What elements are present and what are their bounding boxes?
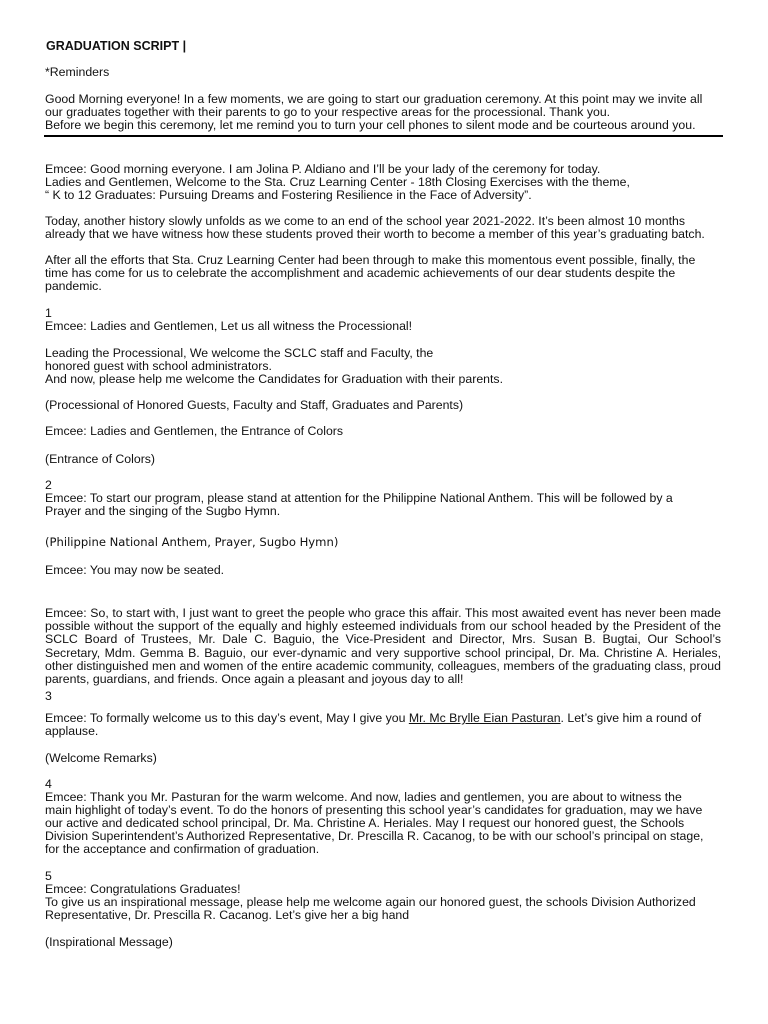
anthem-note: (Philippine National Anthem, Prayer, Sugbo Hymn)	[45, 535, 339, 549]
inspiration-line: Emcee: Congratulations Graduates!	[45, 882, 241, 896]
section-number: 4	[45, 777, 52, 791]
confirmation-line: for the acceptance and confirmation of graduation.	[45, 842, 320, 856]
leading-line: honored guest with school administrators.	[45, 359, 272, 373]
intro-line: “ K to 12 Graduates: Pursuing Dreams and Fostering Resilience in the Face of Adversity”.	[45, 188, 532, 202]
seated-line: Emcee: You may now be seated.	[45, 563, 225, 577]
history-line: Today, another history slowly unfolds as we come to an end of the school year 2021-2022. It’s been almost 10 months	[45, 214, 686, 228]
reminder-line: Before we begin this ceremony, let me remind you to turn your cell phones to silent mode and be courteous around you.	[45, 118, 696, 132]
anthem-line: Prayer and the singing of the Sugbo Hymn.	[45, 504, 281, 518]
leading-line: Leading the Processional, We welcome the SCLC staff and Faculty, the	[45, 346, 434, 360]
section-number: 5	[45, 869, 52, 883]
section-number: 2	[45, 478, 52, 492]
confirmation-line: our active and dedicated school principal, Dr. Ma. Christine A. Heriales. May I request our honored guest, the Schools	[45, 816, 685, 830]
welcome-prefix: Emcee: To formally welcome us to this day’s event, May I give you	[45, 711, 409, 725]
anthem-line: Emcee: To start our program, please stand at attention for the Philippine National Anthem. This will be followed by a	[45, 491, 673, 505]
inspiration-note: (Inspirational Message)	[45, 935, 173, 949]
reminders-label: *Reminders	[45, 65, 110, 79]
confirmation-line: Emcee: Thank you Mr. Pasturan for the warm welcome. And now, ladies and gentlemen, you are about to witness the	[45, 790, 682, 804]
inspiration-line: Representative, Dr. Prescilla R. Cacanog. Let’s give her a big hand	[45, 908, 410, 922]
efforts-line: pandemic.	[45, 279, 102, 293]
speaker-name: Mr. Mc Brylle Eian Pasturan	[408, 711, 561, 725]
greeting-paragraph: Emcee: So, to start with, I just want to greet the people who grace this affair. This most awaited event has never been made possible without the support of the equally and highly esteemed individuals from our school headed by the President of the SCLC Board of Trustees, Mr. Dale C. Baguio, the Vice-President and Director, Mrs. Susan B. Bugtai, Our School’s Secretary, Mdm. Gemma B. Baguio, our ever-dynamic and very supportive school principal, Dr. Ma. Christine A. Heriales, other distinguished men and women of the entire academic community, colleagues, members of the graduating class, proud parents, guardians, and friends. Once again a pleasant and joyous day to all!	[45, 606, 721, 687]
welcome-suffix: . Let’s give him a round of	[560, 711, 702, 725]
processional-line: Emcee: Ladies and Gentlemen, Let us all witness the Processional!	[45, 319, 413, 333]
section-number: 3	[45, 689, 52, 703]
section-number: 1	[45, 306, 52, 320]
welcome-note: (Welcome Remarks)	[45, 751, 157, 765]
reminder-line: our graduates together with their parents to go to your respective areas for the processional. Thank you.	[45, 105, 611, 119]
efforts-line: time has come for us to celebrate the accomplishment and academic achievements of our dear students despite the	[45, 266, 676, 280]
welcome-line	[45, 712, 720, 725]
inspiration-line: To give us an inspirational message, please help me welcome again our honored guest, the schools Division Authorized	[45, 895, 696, 909]
welcome-line-2: applause.	[45, 724, 99, 738]
confirmation-line: main highlight of today’s event. To do the honors of presenting this school year’s candidates for graduation, may we have	[45, 803, 703, 817]
confirmation-line: Division Superintendent’s Authorized Representative, Dr. Prescilla R. Cacanog, to be with our school’s principal on stage,	[45, 829, 704, 843]
horizontal-divider	[44, 135, 723, 137]
intro-line: Emcee: Good morning everyone. I am Jolina P. Aldiano and I’ll be your lady of the ceremony for today.	[45, 162, 601, 176]
document-title: GRADUATION SCRIPT |	[46, 39, 187, 53]
colors-note: (Entrance of Colors)	[45, 452, 156, 466]
efforts-line: After all the efforts that Sta. Cruz Learning Center had been through to make this momentous event possible, finally, the	[45, 253, 696, 267]
colors-line: Emcee: Ladies and Gentlemen, the Entrance of Colors	[45, 424, 344, 438]
history-line: already that we have witness how these students proved their worth to become a member of this year’s graduating batch.	[45, 227, 705, 241]
intro-line: Ladies and Gentlemen, Welcome to the Sta. Cruz Learning Center - 18th Closing Exercises with the theme,	[45, 175, 630, 189]
reminder-line: Good Morning everyone! In a few moments, we are going to start our graduation ceremony. At this point may we invite all	[45, 92, 703, 106]
leading-line: And now, please help me welcome the Candidates for Graduation with their parents.	[45, 372, 503, 386]
processional-note: (Processional of Honored Guests, Faculty and Staff, Graduates and Parents)	[45, 398, 464, 412]
